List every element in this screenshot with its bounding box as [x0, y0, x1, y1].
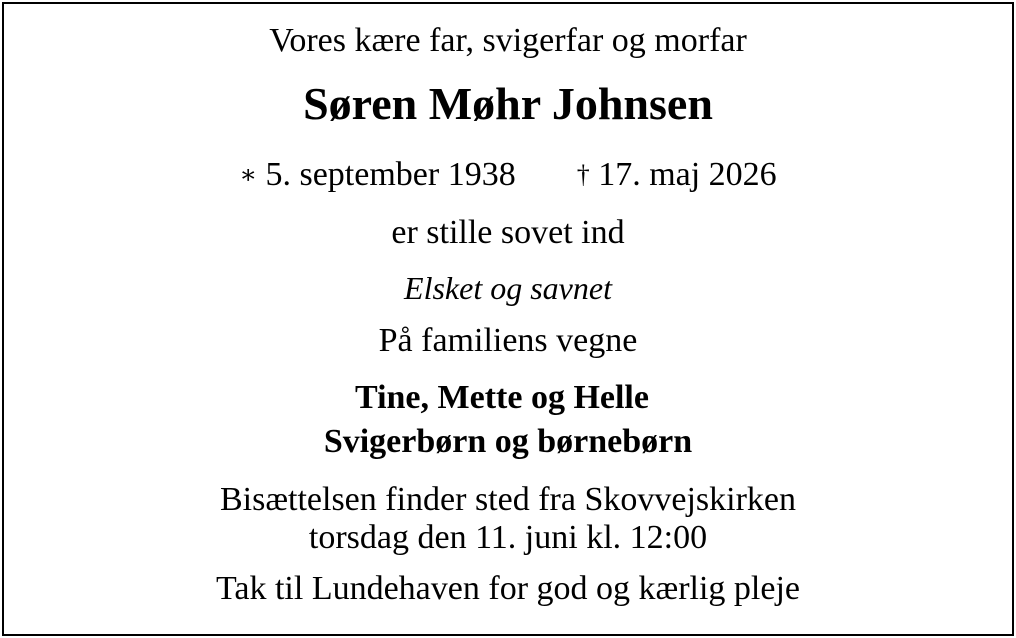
passed-away-text: er stille sovet ind — [391, 214, 625, 251]
life-dates — [4, 158, 1012, 192]
death-cross-icon: † — [576, 160, 590, 189]
family-names: Tine, Mette og Helle — [355, 379, 649, 416]
intro-text: Vores kære far, svigerfar og morfar — [269, 22, 747, 59]
birth-star-icon: ∗ — [239, 160, 257, 189]
birth-date: 5. september 1938 — [265, 156, 516, 193]
death-date: 17. maj 2026 — [598, 156, 777, 193]
family-relatives: Svigerbørn og børnebørn — [323, 423, 693, 460]
thanks-text: Tak til Lundehaven for god og kærlig pleje — [216, 570, 800, 607]
funeral-location: Bisættelsen finder sted fra Skovvejskirken — [219, 481, 796, 518]
on-behalf-text: På familiens vegne — [378, 322, 638, 359]
obituary-notice — [2, 2, 1014, 636]
funeral-time: torsdag den 11. juni kl. 12:00 — [308, 519, 708, 556]
loved-missed-text: Elsket og savnet — [404, 270, 612, 306]
deceased-name: Søren Møhr Johnsen — [303, 78, 713, 129]
